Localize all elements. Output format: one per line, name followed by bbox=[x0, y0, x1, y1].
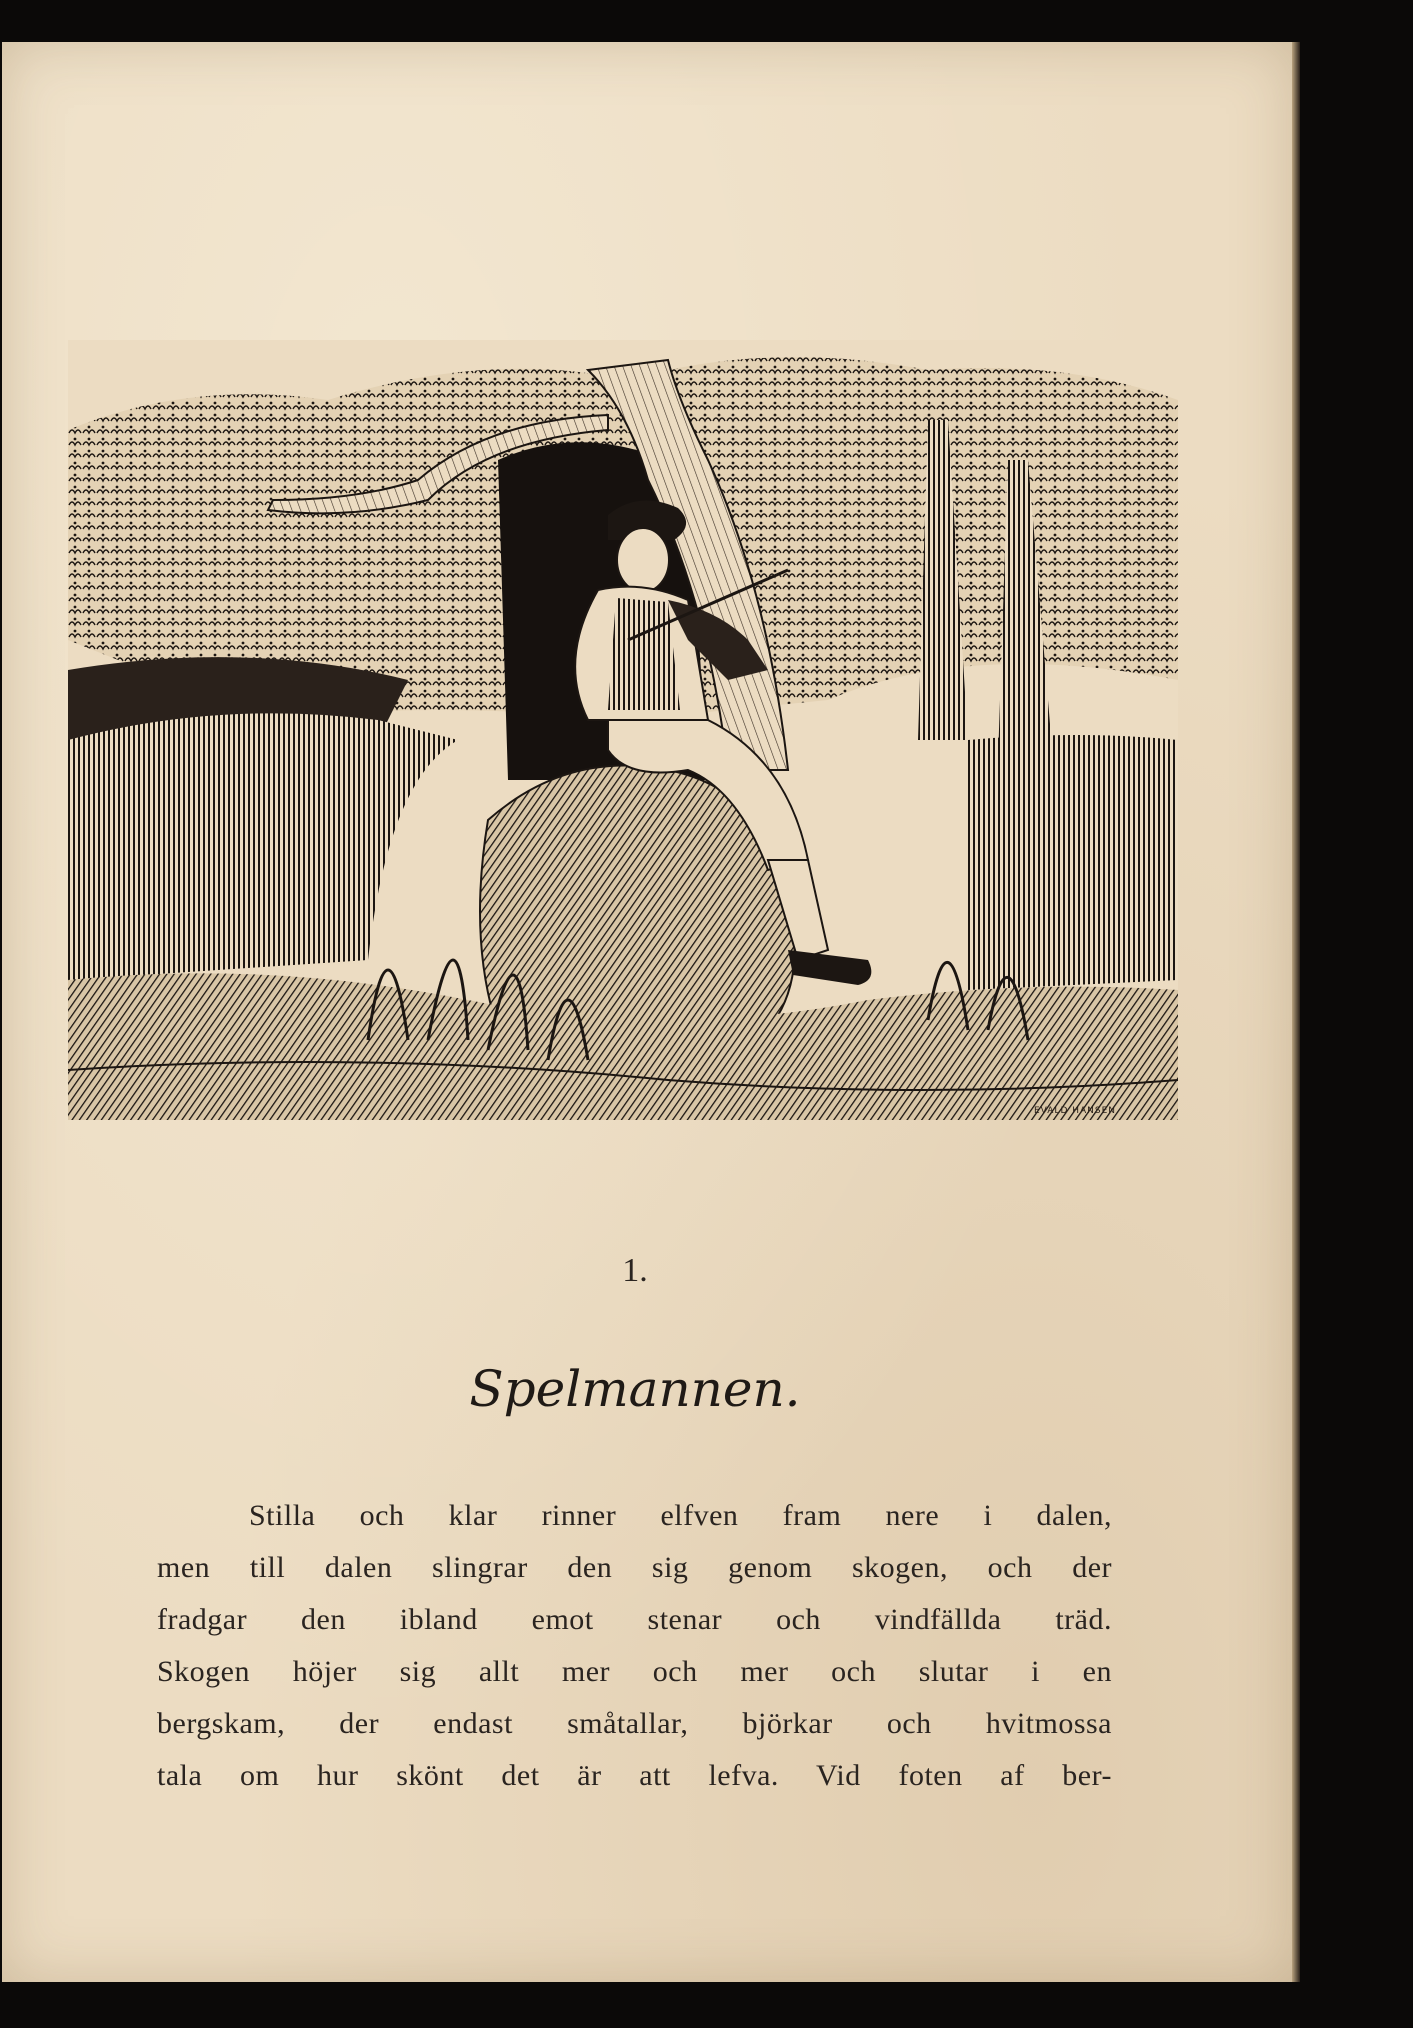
text-line: fradgar den ibland emot stenar och vindfällda träd. bbox=[157, 1603, 1112, 1636]
chapter-number: 1. bbox=[622, 1252, 648, 1289]
text-line: Skogen höjer sig allt mer och mer och slutar i en bbox=[157, 1655, 1112, 1688]
engraver-signature: EVALD HANSEN. bbox=[1034, 1106, 1120, 1116]
fiddler-vest bbox=[608, 598, 680, 710]
fiddler-engraving bbox=[68, 340, 1178, 1120]
text-line: men till dalen slingrar den sig genom skogen, och der bbox=[157, 1551, 1112, 1584]
fiddler-head bbox=[617, 528, 669, 592]
page-edge bbox=[1292, 42, 1300, 1982]
text-line: tala om hur skönt det är att lefva. Vid foten af ber- bbox=[157, 1759, 1112, 1792]
text-line: bergskam, der endast småtallar, björkar och hvitmossa bbox=[157, 1707, 1112, 1740]
waterfall-right bbox=[968, 735, 1178, 990]
body-paragraph bbox=[157, 1490, 1112, 1802]
text-line: Stilla och klar rinner elfven fram nere i dalen, bbox=[249, 1499, 1112, 1532]
book-page bbox=[2, 42, 1292, 1982]
chapter-title: Spelmannen. bbox=[469, 1360, 801, 1418]
